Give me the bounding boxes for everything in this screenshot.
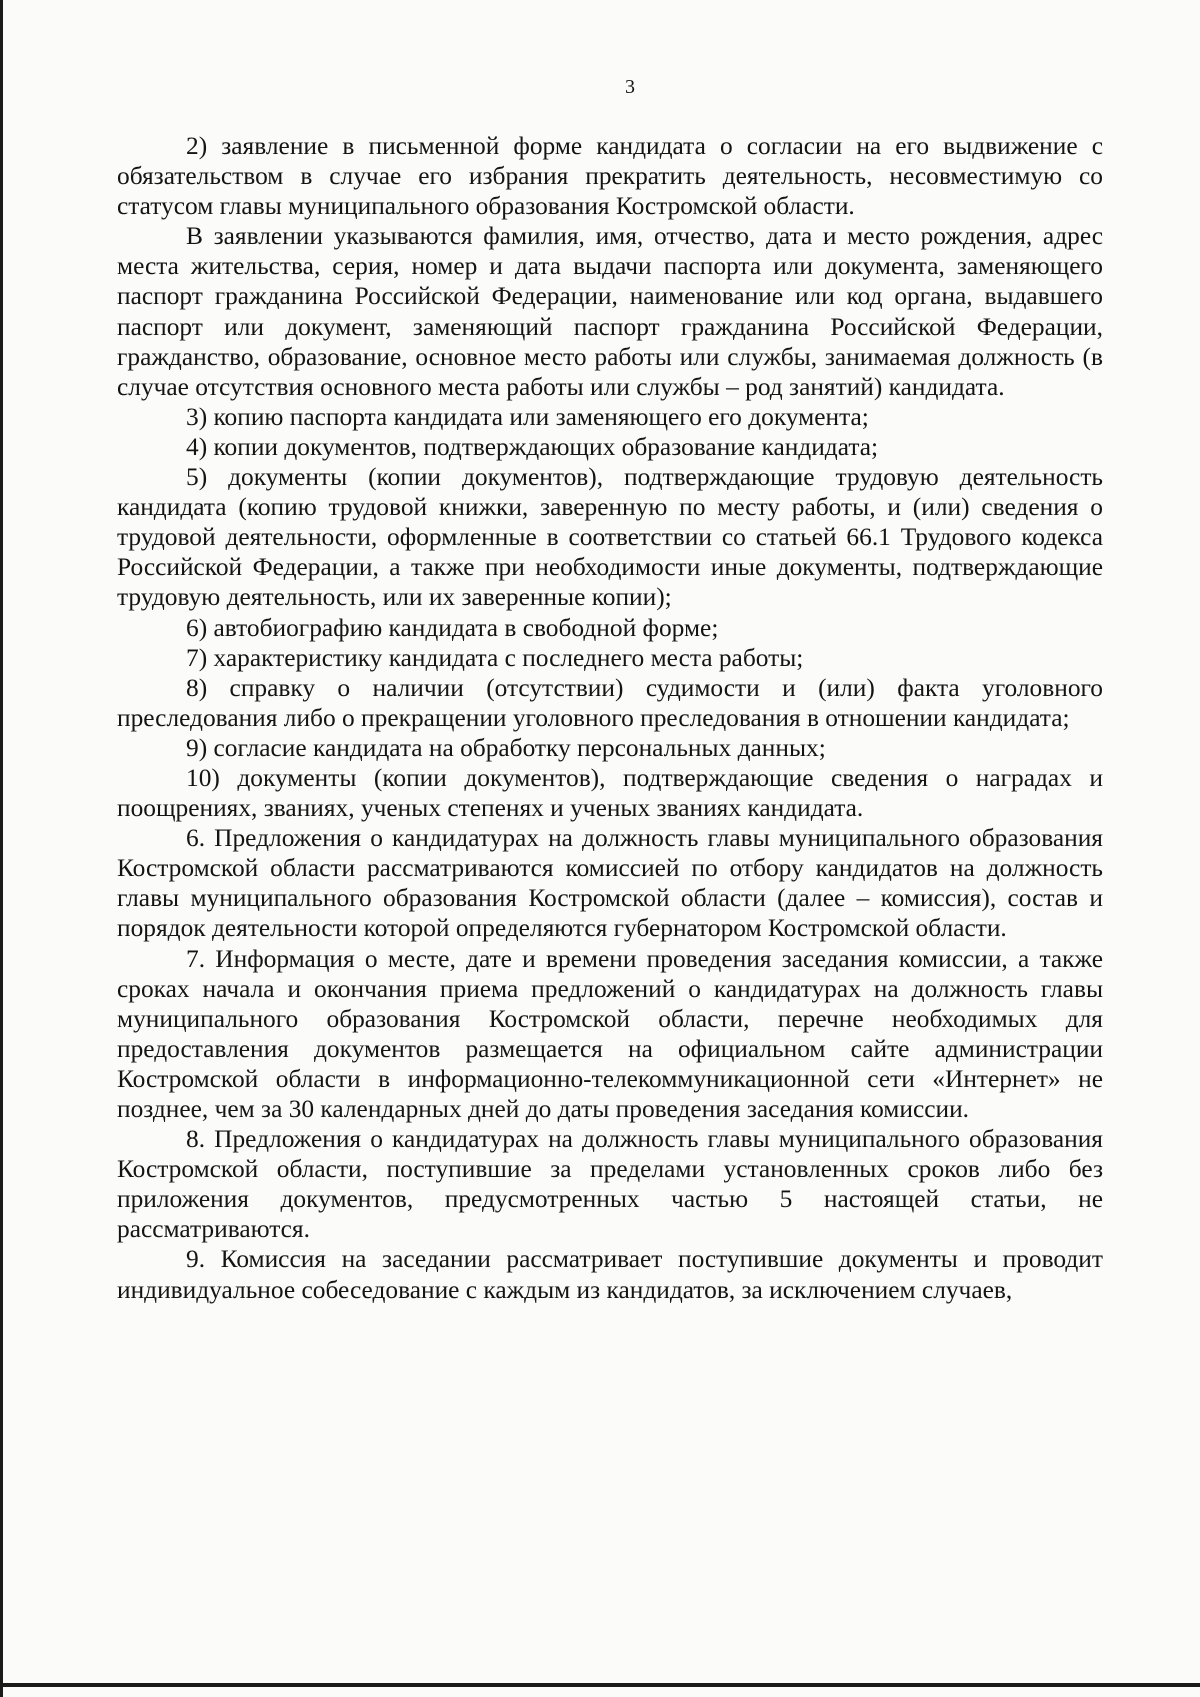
paragraph-item-6-autobiography: 6) автобиографию кандидата в свободной форме; bbox=[186, 613, 719, 642]
scan-edge-bottom bbox=[0, 1683, 1200, 1687]
paragraph-item-8-criminal-record: 8) справку о наличии (отсутствии) судимости и (или) факта уголовного преследования либо о прекращении уголовного преследования в отношении кандидата; bbox=[117, 673, 1103, 732]
paragraph-item-7-reference: 7) характеристику кандидата с последнего места работы; bbox=[186, 643, 804, 672]
page-number: 3 bbox=[625, 76, 635, 98]
paragraph-item-9-data-consent: 9) согласие кандидата на обработку персональных данных; bbox=[186, 733, 826, 762]
paragraph-statement-contents: В заявлении указываются фамилия, имя, отчество, дата и место рождения, адрес места жительства, серия, номер и дата выдачи паспорта или документа, заменяющего паспорт гражданина Российской Федерации, наименование или код органа, выдавшего паспорт или документ, заменяющий паспорт гражданина Российской Федерации, гражданство, образование, основное место работы или службы, занимаемая должность (в случае отсутствия основного места работы или службы – род занятий) кандидата. bbox=[117, 222, 1103, 401]
paragraph-item-5-work-record: 5) документы (копии документов), подтверждающие трудовую деятельность кандидата (копию трудовой книжки, заверенную по месту работы, и (или) сведения о трудовой деятельности, оформленные в соответствии со статьей 66.1 Трудового кодекса Российской Федерации, а также при необходимости иные документы, подтверждающие трудовую деятельность, или их заверенные копии); bbox=[117, 463, 1103, 612]
paragraph-item-2-statement: 2) заявление в письменной форме кандидата о согласии на его выдвижение с обязательством в случае его избрания прекратить деятельность, несовместимую со статусом главы муниципального образования Костромской области. bbox=[117, 132, 1103, 221]
paragraph-clause-7-information: 7. Информация о месте, дате и времени проведения заседания комиссии, а также сроках начала и окончания приема предложений о кандидатурах на должность главы муниципального образования Костромской области, перечне необходимых для предоставления документов размещается на официальном сайте администрации Костромской области в информационно-телекоммуникационной сети «Интернет» не позднее, чем за 30 календарных дней до даты проведения заседания комиссии. bbox=[117, 944, 1103, 1123]
document-body bbox=[117, 131, 1103, 1305]
paragraph-clause-8-rejection: 8. Предложения о кандидатурах на должность главы муниципального образования Костромской области, поступившие за пределами установленных сроков либо без приложения документов, предусмотренных частью 5 настоящей статьи, не рассматриваются. bbox=[117, 1125, 1103, 1244]
paragraph-clause-6-commission: 6. Предложения о кандидатурах на должность главы муниципального образования Костромской области рассматриваются комиссией по отбору кандидатов на должность главы муниципального образования Костромской области (далее – комиссия), состав и порядок деятельности которой определяются губернатором Костромской области. bbox=[117, 824, 1103, 943]
paragraph-item-4-education: 4) копии документов, подтверждающих образование кандидата; bbox=[186, 432, 879, 461]
paragraph-item-3-passport: 3) копию паспорта кандидата или заменяющего его документа; bbox=[186, 402, 869, 431]
paragraph-item-10-awards: 10) документы (копии документов), подтверждающие сведения о наградах и поощрениях, званиях, ученых степенях и ученых званиях кандидата. bbox=[117, 763, 1103, 823]
paragraph-clause-9-interview: 9. Комиссия на заседании рассматривает поступившие документы и проводит индивидуальное собеседование с каждым из кандидатов, за исключением случаев, bbox=[117, 1245, 1103, 1304]
scan-edge-left bbox=[0, 0, 3, 1697]
